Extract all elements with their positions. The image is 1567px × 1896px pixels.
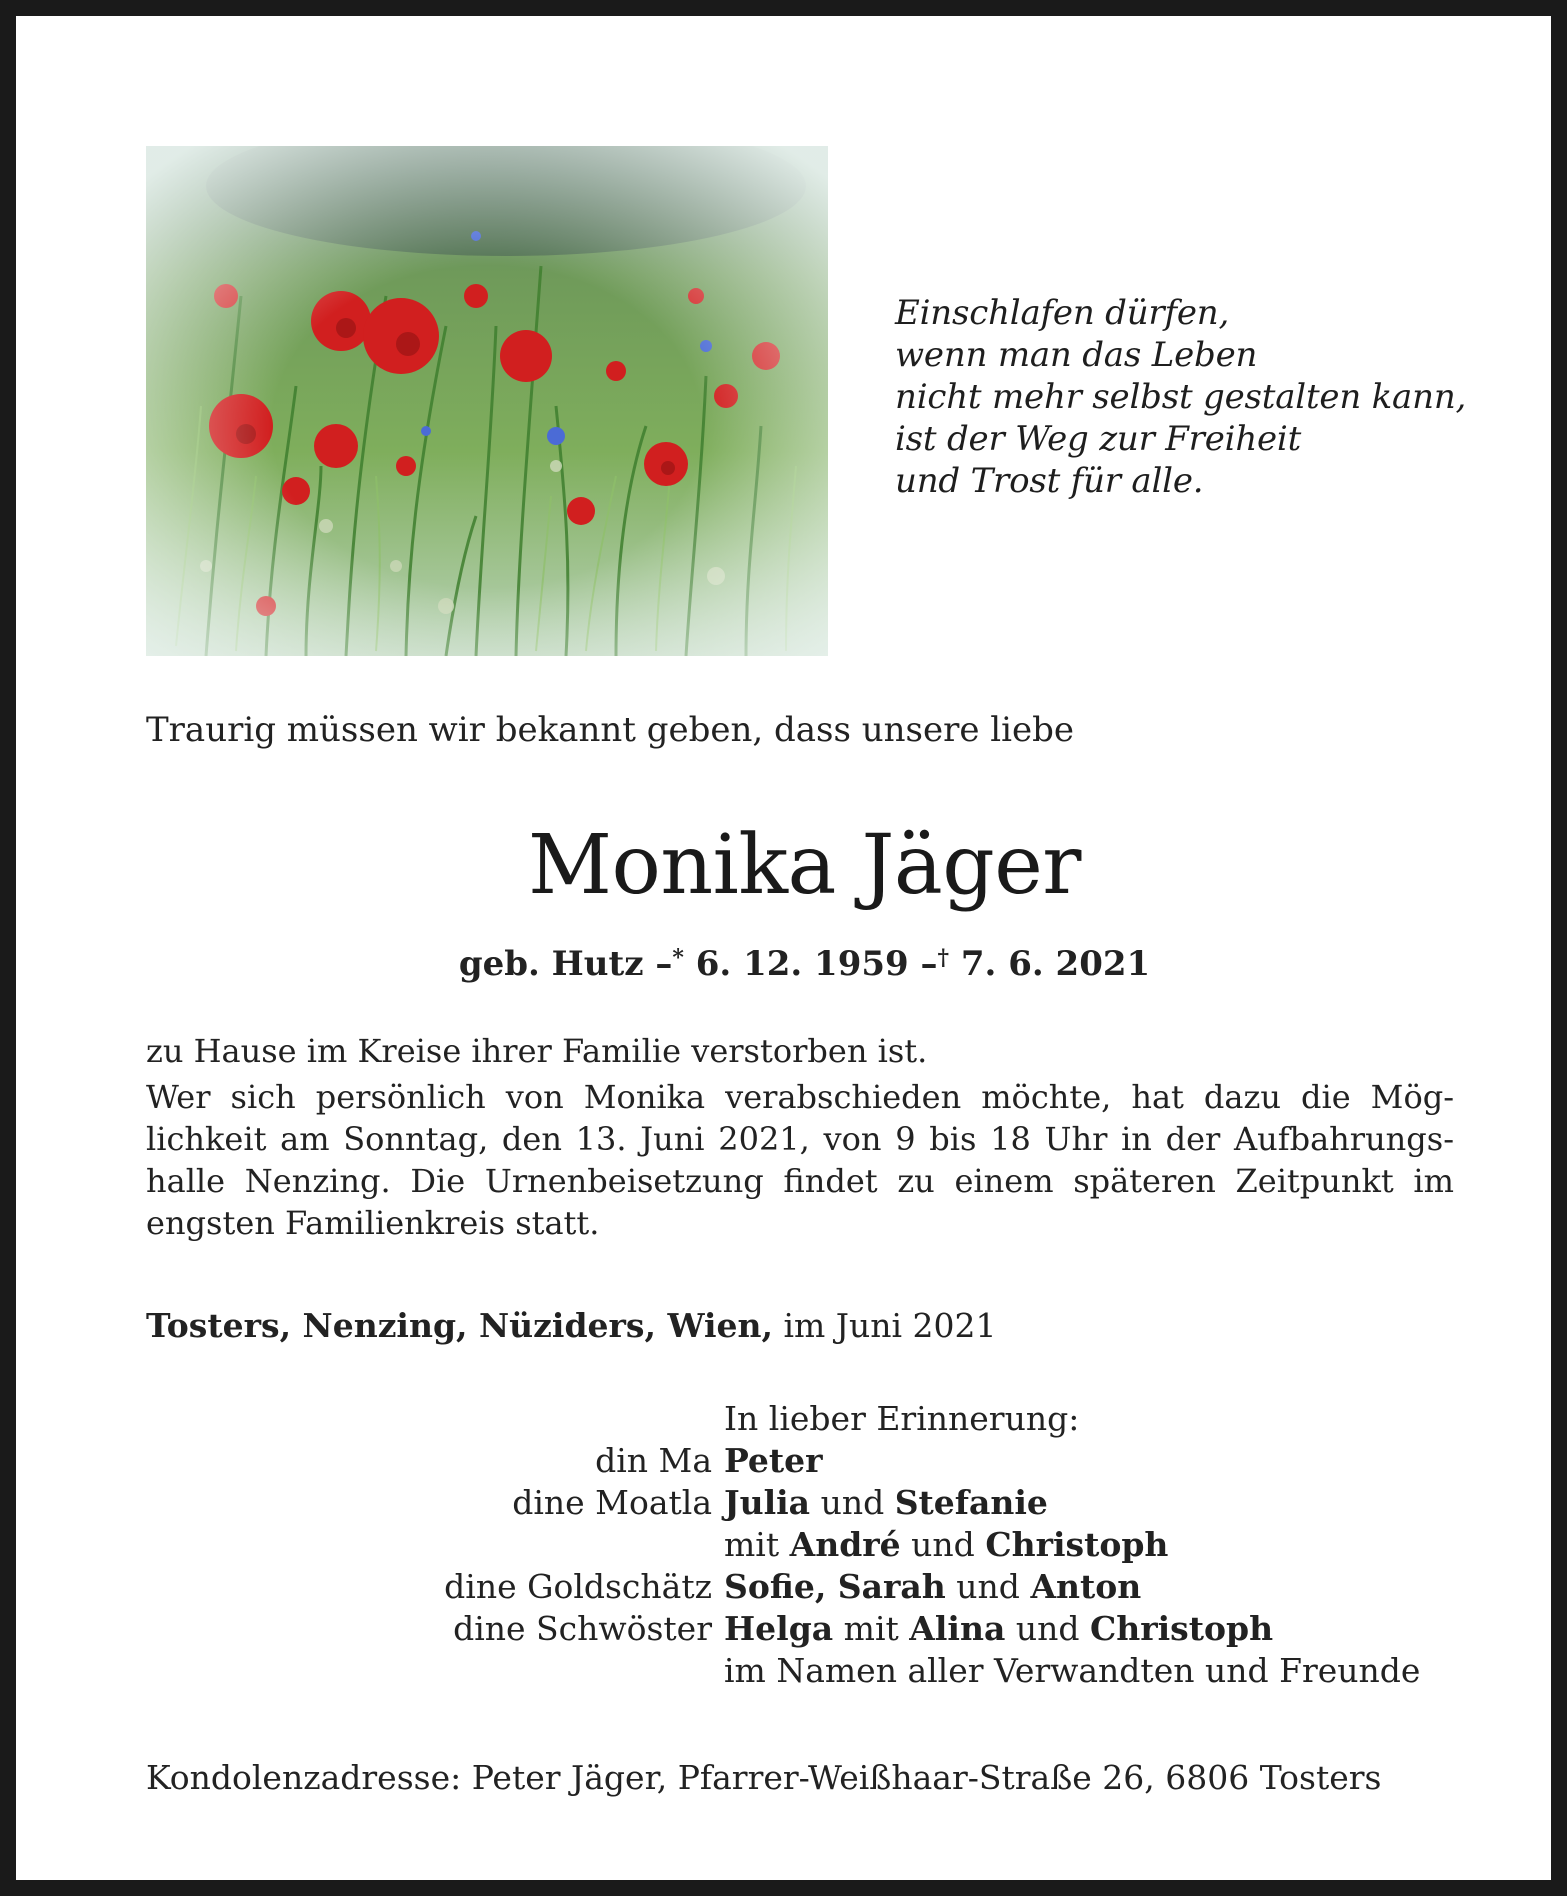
quote-line: und Trost für alle.	[895, 461, 1204, 501]
quote-line: wenn man das Leben	[895, 335, 1258, 375]
relation-label: dine Moatla	[512, 1483, 712, 1522]
birth-symbol: *	[672, 945, 684, 971]
poppy-field-photo	[146, 146, 828, 656]
mourners-closing: im Namen aller Verwandten und Freunde	[724, 1651, 1421, 1690]
separator: –	[920, 944, 938, 984]
mourner-names	[724, 1608, 1273, 1650]
mourner-names	[724, 1524, 1168, 1566]
mourner-name: André	[789, 1525, 901, 1564]
conjunction: mit	[724, 1525, 780, 1564]
body-paragraph-1: zu Hause im Kreise ihrer Familie verstorben ist.	[146, 1032, 928, 1070]
mourners-heading: In lieber Erinnerung:	[724, 1399, 1080, 1438]
mourners-row	[16, 1524, 1567, 1566]
conjunction: und	[956, 1567, 1020, 1606]
birth-date: 6. 12. 1959	[695, 944, 909, 984]
mourner-names	[724, 1566, 1141, 1608]
mourner-name: Alina	[909, 1609, 1006, 1648]
conjunction: und	[1015, 1609, 1080, 1648]
relation-label: dine Schwöster	[453, 1609, 712, 1648]
mourners-row	[16, 1398, 1567, 1440]
mourners-row	[16, 1650, 1567, 1692]
quote-line: ist der Weg zur Freiheit	[895, 419, 1302, 459]
mourner-names	[724, 1482, 1048, 1524]
life-dates	[16, 936, 1567, 986]
mourner-name: Christoph	[1089, 1609, 1274, 1648]
death-symbol: †	[937, 945, 950, 971]
mourner-name: Anton	[1030, 1567, 1142, 1606]
mourner-name: Sofie, Sarah	[724, 1567, 946, 1606]
relation-label: din Ma	[595, 1441, 712, 1480]
month-year: im Juni 2021	[772, 1306, 997, 1345]
conjunction: und	[820, 1483, 885, 1522]
conjunction: und	[911, 1525, 975, 1564]
mourners-row	[16, 1566, 1567, 1608]
quote-line: Einschlafen dürfen,	[895, 293, 1230, 333]
quote-line: nicht mehr selbst gestalten kann,	[895, 377, 1467, 417]
conjunction: mit	[843, 1609, 899, 1648]
mourner-name: Stefanie	[894, 1483, 1048, 1522]
mourner-name: Peter	[724, 1441, 823, 1480]
places-and-date	[146, 1304, 997, 1348]
mourner-name: Julia	[724, 1483, 811, 1522]
condolence-address: Kondolenzadresse: Peter Jäger, Pfarrer-Weißhaar-Straße 26, 6806 Tosters	[146, 1758, 1382, 1797]
death-date: 7. 6. 2021	[960, 944, 1151, 984]
mourner-names	[724, 1440, 823, 1482]
announcement-body	[146, 1030, 1454, 1244]
intro-text: Traurig müssen wir bekannt geben, dass unsere liebe	[146, 710, 1075, 750]
places: Tosters, Nenzing, Nüziders, Wien,	[146, 1306, 773, 1345]
relation-label: dine Goldschätz	[444, 1567, 712, 1606]
poppy-field-icon	[146, 146, 828, 656]
mourner-name: Helga	[724, 1609, 834, 1648]
mourners-list	[16, 1398, 1567, 1692]
body-line: halle Nenzing. Die Urnenbeisetzung findet zu einem späteren Zeitpunkt im	[146, 1162, 1454, 1200]
deceased-name: Monika Jäger	[528, 818, 1081, 913]
body-line: engsten Familienkreis statt.	[146, 1204, 600, 1242]
mourners-row	[16, 1440, 1567, 1482]
mourners-row	[16, 1482, 1567, 1524]
body-paragraph-2	[146, 1076, 1454, 1244]
mourners-row	[16, 1608, 1567, 1650]
separator: –	[655, 944, 673, 984]
body-line: lichkeit am Sonntag, den 13. Juni 2021, von 9 bis 18 Uhr in der Aufbahrungs-	[146, 1120, 1454, 1158]
maiden-name: geb. Hutz	[458, 944, 644, 984]
mourner-name: Christoph	[985, 1525, 1169, 1564]
quote-block	[895, 292, 1466, 502]
body-line: Wer sich persönlich von Monika verabschieden möchte, hat dazu die Mög-	[146, 1078, 1454, 1116]
